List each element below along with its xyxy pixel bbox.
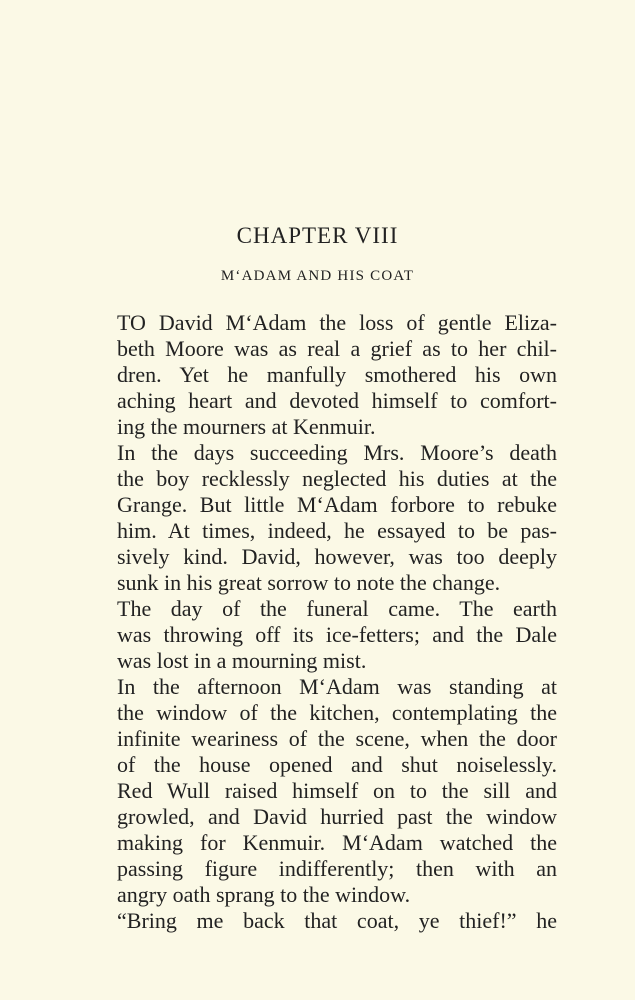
- text-line: TO David M‘Adam the loss of gentle Eliza-: [117, 310, 557, 335]
- text-line: The day of the funeral came. The earth: [117, 596, 557, 621]
- text-line: aching heart and devoted himself to comfort-: [117, 388, 557, 413]
- text-line: passing figure indifferently; then with an: [117, 856, 557, 881]
- text-line: “Bring me back that coat, ye thief!” he: [117, 908, 557, 933]
- text-line: beth Moore was as real a grief as to her chil-: [117, 336, 557, 361]
- text-line: was throwing off its ice-fetters; and the Dale: [117, 622, 557, 647]
- text-line: sively kind. David, however, was too deeply: [117, 544, 557, 569]
- text-line: Red Wull raised himself on to the sill and: [117, 778, 557, 803]
- text-line: sunk in his great sorrow to note the change.: [117, 570, 501, 595]
- text-line: ing the mourners at Kenmuir.: [117, 414, 376, 439]
- text-line: growled, and David hurried past the window: [117, 804, 557, 829]
- text-line: the window of the kitchen, contemplating the: [117, 700, 557, 725]
- text-line: was lost in a mourning mist.: [117, 648, 367, 673]
- text-line: infinite weariness of the scene, when the door: [117, 726, 557, 751]
- text-line: the boy recklessly neglected his duties at the: [117, 466, 557, 491]
- text-line: In the afternoon M‘Adam was standing at: [117, 674, 557, 699]
- text-line: In the days succeeding Mrs. Moore’s death: [117, 440, 557, 465]
- chapter-subtitle: M‘ADAM AND HIS COAT: [220, 268, 415, 284]
- body-text: [117, 306, 557, 933]
- text-line: angry oath sprang to the window.: [117, 882, 411, 907]
- text-line: him. At times, indeed, he essayed to be pas-: [117, 518, 557, 543]
- text-line: making for Kenmuir. M‘Adam watched the: [117, 830, 557, 855]
- text-line: dren. Yet he manfully smothered his own: [117, 362, 557, 387]
- chapter-title: CHAPTER VIII: [236, 223, 399, 248]
- text-line: Grange. But little M‘Adam forbore to rebuke: [117, 492, 557, 517]
- text-line: of the house opened and shut noiselessly.: [117, 752, 557, 777]
